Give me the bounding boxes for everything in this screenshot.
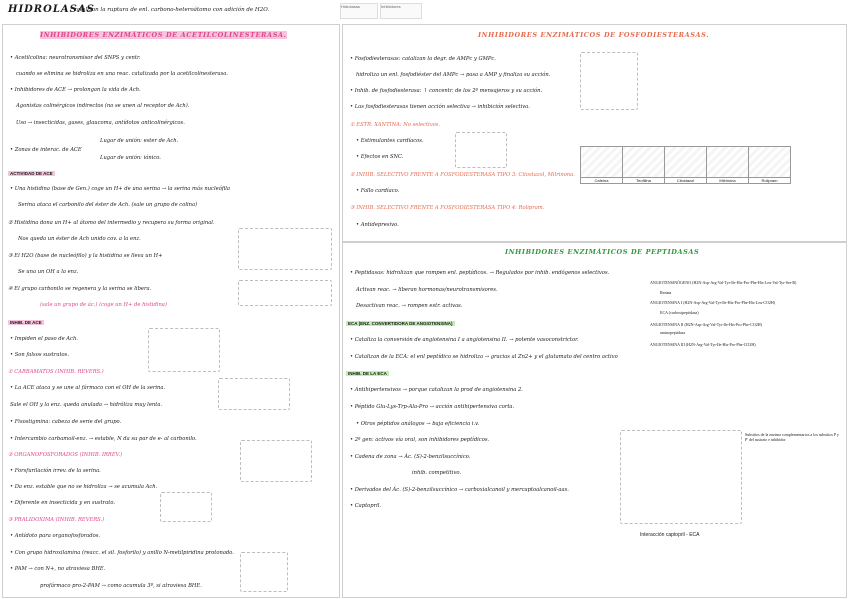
note-line: • Son falsos sustratos. bbox=[10, 352, 69, 358]
note-line: • Estimulantes cardíacos. bbox=[356, 138, 424, 144]
note-line: • Diferente en insecticida y en sustrato. bbox=[10, 500, 116, 506]
milrinone-structure bbox=[707, 147, 748, 177]
note-line: • Inhib. de fosfodiesterasa: ↑ concentr. de los 2º mensajeros y su acción. bbox=[350, 88, 543, 94]
note-line: • Con grupo hidroxilamina (reacc. el sil. fosforilo) y anillo N-metilpiridina protonado. bbox=[10, 550, 234, 556]
mechanism-diagram-1 bbox=[238, 228, 332, 270]
note-line: • Una histidina (base de Gen.) coge un H+ de una serina → la serina más nucleófila bbox=[10, 186, 231, 192]
note-line: • Fosfodiesterasas: catalizan la degr. de AMPc y GMPc. bbox=[350, 56, 496, 62]
note-line: inhib. competitivo. bbox=[412, 470, 462, 476]
right-bottom-heading: INHIBIDORES ENZIMÁTICOS DE PEPTIDASAS bbox=[505, 248, 700, 256]
note-line: ③ El H2O (base de nucleófilo) y la histidina se lleva un H+ bbox=[8, 253, 163, 259]
captopril-caption: Interacción captopril - ECA bbox=[640, 532, 700, 538]
note-line: Sale el OH y la enz. queda anulada → hidróliza muy lenta. bbox=[10, 402, 163, 408]
note-line: • Péptido Glu-Lys-Trp-Ala-Pro → acción antihipertensiva corta. bbox=[350, 404, 515, 410]
right-top-heading: INHIBIDORES ENZIMÁTICOS DE FOSFODIESTERASAS. bbox=[478, 31, 710, 39]
note-line: • Las fosfodiesterasas tienen acción selectiva → inhibición selectiva. bbox=[350, 104, 530, 110]
table-label: Rolipram bbox=[749, 178, 791, 184]
note-line: (sale un grupo de ác.) (coge un H+ de histidina) bbox=[40, 302, 167, 308]
angiotensin-step: ANGIOTENSINA I (H2N-Asp-Arg-Val-Tyr-Ile-His-Pro-Phe-His-Leu-CO2H) bbox=[650, 300, 776, 305]
note-line: • Forsfurilación irrev. de la serina. bbox=[10, 468, 101, 474]
section-label: ECA (ENZ. CONVERTIDORA DE ANGIOTENSINA) bbox=[348, 321, 453, 326]
physostigmine-structure bbox=[218, 378, 290, 410]
camp-structure bbox=[580, 52, 638, 110]
note-line: Activan reac. → liberan hormonas/neurotransmisores. bbox=[356, 287, 498, 293]
note-line: • Efectos en SNC. bbox=[356, 154, 404, 160]
pralidoxime-structure-2 bbox=[240, 552, 288, 592]
xanthine-structure bbox=[455, 132, 507, 168]
page-subtitle: : catalizan la ruptura de enl. carbono-heteroátomo con adición de H2O. bbox=[70, 7, 270, 13]
table-label: Cafeína bbox=[581, 178, 623, 184]
caffeine-structure bbox=[581, 147, 622, 177]
angiotensin-step: Renina bbox=[660, 290, 672, 295]
note-line: Serina ataca el carbonilo del éster de Ach. (sale un grupo de colina) bbox=[18, 202, 198, 208]
note-line: Se una un OH a la enz. bbox=[18, 269, 79, 275]
angiotensin-step: ANGIOTENSINA II (H2N-Asp-Arg-Val-Tyr-Ile-His-Pro-Phe-CO2H) bbox=[650, 322, 762, 327]
captopril-ace-diagram bbox=[620, 430, 742, 524]
mechanism-diagram-2 bbox=[238, 280, 332, 306]
angiotensin-step: aminopeptidasa bbox=[660, 330, 686, 335]
acetylcholine-structure bbox=[148, 328, 220, 372]
pde-inhibitor-table bbox=[580, 146, 791, 184]
note-line: ① CARBAMATOS (INHIB. REVERS.) bbox=[8, 369, 104, 375]
table-label: Teofilina bbox=[623, 178, 665, 184]
theophylline-structure bbox=[623, 147, 664, 177]
pralidoxime-structure-1 bbox=[160, 492, 212, 522]
note-line: • Da enz. estable que no se hidroliza → se acumula Ach. bbox=[10, 484, 158, 490]
note-line: • Peptidasas: hidrolizan que rompen enl. peptídicos. → Regulados por inhib. endógenos selectivos. bbox=[350, 270, 610, 276]
note-line: cuando se elimina se hidroliza en una reac. catalizada por la acetilcolinesterasa. bbox=[16, 71, 229, 77]
note-line: • Otros péptidos análogos → baja eficiencia i.v. bbox=[356, 421, 480, 427]
note-line: • Derivados del Ác. (S)-2-benzilsuccínico → carboxialcanoil y mercaptoalcanoil-aas. bbox=[350, 487, 569, 493]
note-line: • Acetilcolina: neurotransmisor del SNPS y centr. bbox=[10, 55, 141, 61]
note-line: • Antihipertensivos → porque catalizan la prod de angiotensina 2. bbox=[350, 387, 523, 393]
note-line: profármaco pro-2-PAM → como acumula 3º, si atraviesa BHE. bbox=[40, 583, 202, 589]
section-label: INHIB. DE ACE bbox=[10, 320, 42, 325]
note-line: • La ACE ataca y se une al fármaco con el OH de la serina. bbox=[10, 385, 166, 391]
rolipram-structure bbox=[749, 147, 790, 177]
note-line: • Cataliza la conversión de angiotensina I a angiotensina II. → potente vasoconstrictor. bbox=[350, 337, 579, 343]
note-line: Desactivan reac. → rompen estr. activas. bbox=[356, 303, 463, 309]
table-label: Milrinona bbox=[707, 178, 749, 184]
note-line: • Antidepresivo. bbox=[356, 222, 399, 228]
note-line: • Fisostigmina: cabeza de serie del grupo. bbox=[10, 419, 122, 425]
note-line: • Cadena de zona → Ác. (S)-2-benzilsuccínico. bbox=[350, 454, 471, 460]
angiotensin-step: ANGIOTENSINÓGENO (H2N-Asp-Arg-Val-Tyr-Ile-His-Pro-Phe-His-Leu-Val-Tyr-Ser-R) bbox=[650, 280, 797, 285]
note-line: • Zonas de interac. de ACE bbox=[10, 147, 82, 153]
note-line: • Impiden el paso de Ach. bbox=[10, 336, 78, 342]
right-bottom-pane bbox=[342, 242, 847, 598]
note-line: ② INHIB. SELECTIVO FRENTE A FOSFODIESTERASA TIPO 3: Cilostazol, Milrinona. bbox=[350, 172, 575, 178]
subsite-note: Subsitios de la enzima complementarios a los subsitios P y P' del sustrato e inhibidor bbox=[745, 432, 839, 442]
note-line: • Antídoto para organofosforados. bbox=[10, 533, 101, 539]
note-line: hidroliza un enl. fosfodiéster del AMPc → pasa a AMP y finaliza su acción. bbox=[356, 72, 551, 78]
cilostazol-structure bbox=[665, 147, 706, 177]
angiotensin-step: ECA (carboxipeptidasa) bbox=[660, 310, 699, 315]
section-label: ACTIVIDAD DE ACE bbox=[10, 171, 53, 176]
section-label: INHIB. DE LA ECA bbox=[348, 371, 387, 376]
note-line: • Inhibidores de ACE → prolongan la vida de Ach. bbox=[10, 87, 141, 93]
note-line: • 2º gen: activos vía oral, son inhibidores peptídicos. bbox=[350, 437, 490, 443]
table-label: Cilostazol bbox=[665, 178, 707, 184]
thumbnail-2: Inhibidores bbox=[380, 3, 422, 19]
page-title: HIDROLASAS bbox=[8, 4, 95, 15]
note-line: Uso → insecticidas, gases, glaucoma, antídotos anticolinérgicos. bbox=[16, 120, 185, 126]
note-line: ③ INHIB. SELECTIVO FRENTE A FOSFODIESTERASA TIPO 4: Rolipram. bbox=[350, 205, 545, 211]
organophosphate-structure bbox=[240, 440, 312, 482]
note-line: • Catalizan de la ECA: el enl peptídico se hidroliza → gracias al Zn2+ y el glutamato del centro activo bbox=[350, 354, 618, 360]
note-line: Nos queda un éster de Ach unido cov. a la enz. bbox=[18, 236, 141, 242]
note-line: • Captopril. bbox=[350, 503, 382, 509]
note-line: Lugar de unión: ester de Ach. bbox=[100, 138, 179, 144]
note-line: Agonistas colinérgicos indirectos (no se unen al receptor de Ach). bbox=[16, 103, 190, 109]
note-line: ① ESTR. XANTINA: No selectivos. bbox=[350, 122, 441, 128]
thumbnail-1: Hidrolasas bbox=[340, 3, 378, 19]
angiotensin-step: ANGIOTENSINA III (H2N-Arg-Val-Tyr-Ile-His-Pro-Phe-CO2H) bbox=[650, 342, 756, 347]
note-line: ② ORGANOFOSFORADOS (INHIB. IRREV.) bbox=[8, 452, 123, 458]
note-line: ③ PRALIDOXIMA (INHIB. REVERS.) bbox=[8, 517, 105, 523]
note-line: • Intercambio carbamoil-enz. → estable, N da su par de e- al carbonilo. bbox=[10, 436, 197, 442]
note-line: • Fallo cardíaco. bbox=[356, 188, 400, 194]
note-line: • PAM → con N+, no atraviesa BHE. bbox=[10, 566, 106, 572]
note-line: ② Histidina dona un H+ al átomo del intermedio y recupera su forma original. bbox=[8, 220, 215, 226]
note-line: ④ El grupo carbonilo se regenera y la serina se libera. bbox=[8, 286, 152, 292]
note-line: Lugar de unión: iónico. bbox=[100, 155, 161, 161]
left-heading: INHIBIDORES ENZIMÁTICOS DE ACETILCOLINESTERASA. bbox=[40, 31, 287, 39]
